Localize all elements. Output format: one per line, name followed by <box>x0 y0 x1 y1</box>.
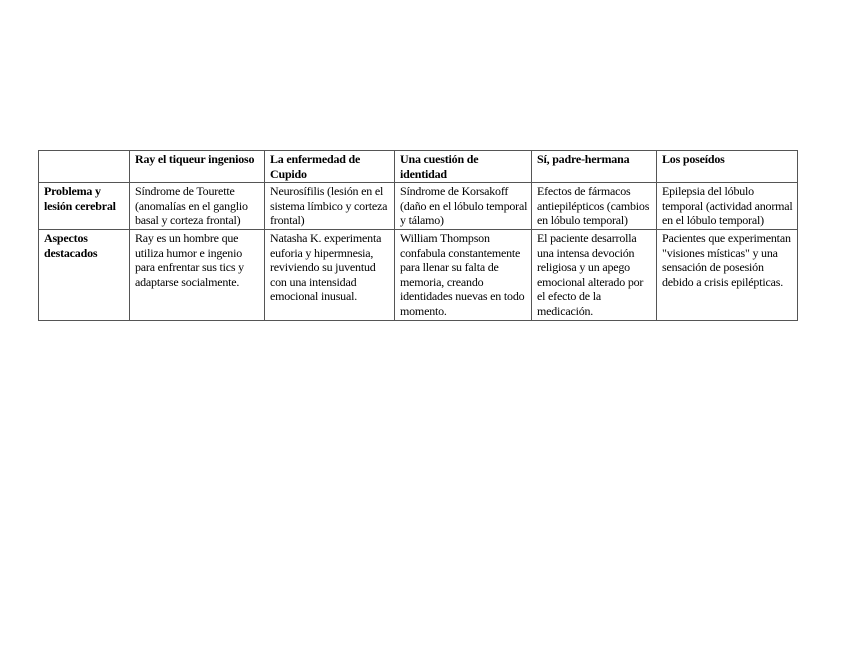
table-cell: Natasha K. experimenta euforia y hipermnesia, reviviendo su juventud con una intensidad emocional inusual. <box>265 229 395 320</box>
column-header: Sí, padre-hermana <box>532 151 657 183</box>
table-cell: Síndrome de Tourette (anomalías en el ganglio basal y corteza frontal) <box>130 183 265 230</box>
row-header: Aspectos destacados <box>39 229 130 320</box>
column-header: Los poseídos <box>657 151 798 183</box>
table-row <box>39 183 798 230</box>
table-cell: William Thompson confabula constantemente para llenar su falta de memoria, creando identidades nuevas en todo momento. <box>395 229 532 320</box>
table-corner-cell <box>39 151 130 183</box>
table-cell: El paciente desarrolla una intensa devoción religiosa y un apego emocional alterado por el efecto de la medicación. <box>532 229 657 320</box>
table-row <box>39 229 798 320</box>
column-header: La enfermedad de Cupido <box>265 151 395 183</box>
table-cell: Ray es un hombre que utiliza humor e ingenio para enfrentar sus tics y adaptarse socialmente. <box>130 229 265 320</box>
table-cell: Epilepsia del lóbulo temporal (actividad anormal en el lóbulo temporal) <box>657 183 798 230</box>
table-cell: Pacientes que experimentan "visiones místicas" y una sensación de posesión debido a crisis epilépticas. <box>657 229 798 320</box>
table-cell: Síndrome de Korsakoff (daño en el lóbulo temporal y tálamo) <box>395 183 532 230</box>
comparison-table <box>38 150 798 321</box>
table-header-row <box>39 151 798 183</box>
column-header: Una cuestión de identidad <box>395 151 532 183</box>
table-cell: Neurosífilis (lesión en el sistema límbico y corteza frontal) <box>265 183 395 230</box>
table-cell: Efectos de fármacos antiepilépticos (cambios en lóbulo temporal) <box>532 183 657 230</box>
column-header: Ray el tiqueur ingenioso <box>130 151 265 183</box>
row-header: Problema y lesión cerebral <box>39 183 130 230</box>
